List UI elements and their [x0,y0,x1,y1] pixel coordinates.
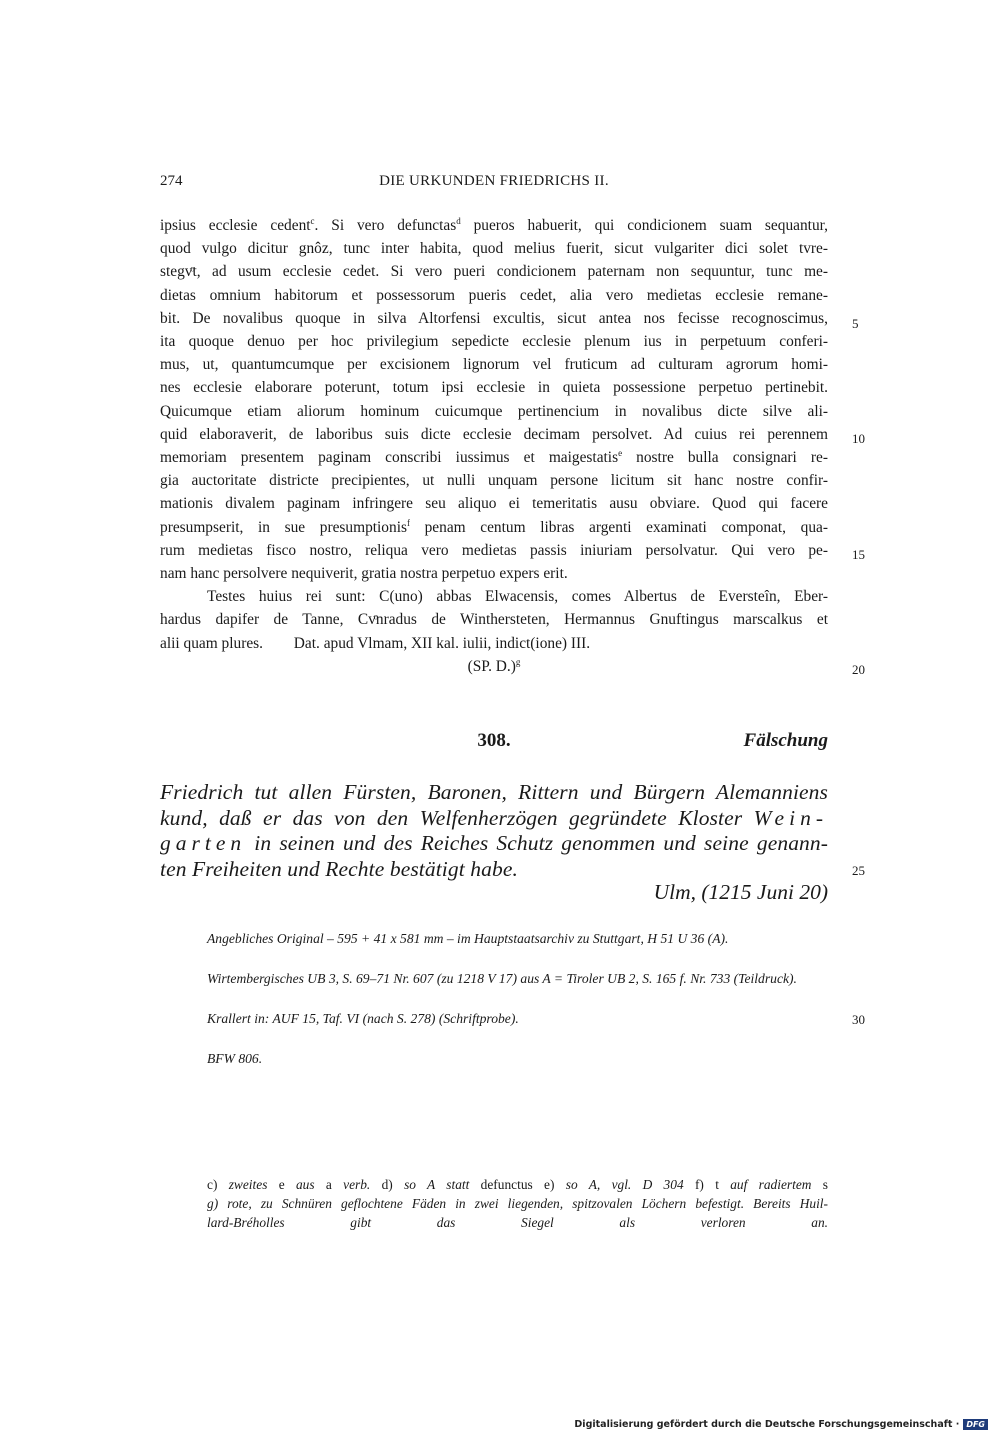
footnote-e: e) so A, vgl. D 304 [544,1177,684,1192]
regest-line: garten in seinen und des Reiches Schutz genommen und seine genann- [160,831,828,855]
charter-text [160,214,828,655]
footnote-line [207,1175,828,1194]
charter-line: gia auctoritate districte precipientes, ut nulli unquam persone licitum sit hanc nostre confir- [160,472,828,490]
charter-line: Quicumque etiam aliorum hominum cuicumque pertinencium in novalibus dicte silve ali- [160,402,828,420]
charter-line: dietas omnium habitorum et possessorum pueris cedet, alia vero medietas ecclesie remane- [160,286,828,304]
note-edition: Wirtembergisches UB 3, S. 69–71 Nr. 607 (zu 1218 V 17) aus A = Tiroler UB 2, S. 165 f. Nr. 733 (Teildruck). [207,971,797,986]
line-number: 20 [852,662,865,677]
document-number: 308. [477,730,511,751]
witness-line: hardus dapifer de Tanne, Cvͦnradus de Winthersteten, Hermannus Gnuftingus marscalkus et [160,611,828,629]
tradition-notes [207,930,828,1090]
note-facsimile: Krallert in: AUF 15, Taf. VI (nach S. 278) (Schriftprobe). [207,1011,519,1026]
charter-line: quid elaboraverit, de laboribus suis dicte ecclesie decimam persolvet. Ad cuius rei perennem [160,425,828,443]
charter-body [160,214,828,585]
footnotes [207,1175,828,1232]
charter-line: quod vulgo dicitur gnôz, tunc inter habita, quod melius fuerit, sicut vulgariter dici solet tvre- [160,240,828,258]
running-title: DIE URKUNDEN FRIEDRICHS II. [379,173,609,189]
charter-line: presumpserit, in sue presumptionis$^f$ penam centum libras argenti examinati componat, qua- [160,517,828,536]
charter-line: nam hanc persolvere nequiverit, gratia nostra perpetuo expers erit. [160,565,568,583]
footnote-line: lard-Bréholles gibt das Siegel als verloren an. [207,1215,828,1230]
footnote-d: d) so A statt defunctus [381,1177,533,1192]
regest [160,780,828,882]
charter-line: ita quoque denuo per hoc privilegium sepedicte ecclesie plenum ius in perpetuum conferi- [160,333,828,351]
footnote-c: c) zweites e aus a verb. [207,1177,371,1192]
witness-line: alii quam plures. Dat. apud Vlmam, XII kal. iulii, indict(ione) III. [160,634,591,652]
regest-line: ten Freiheiten und Rechte bestätigt habe. [160,856,518,881]
line-number: 5 [852,316,859,331]
footnote-marker: f [406,517,410,528]
charter-line: ipsius ecclesie cedent$^c$. Si vero defunctas$^d$ pueros habuerit, qui condicionem suam sequantur, [160,216,829,234]
footnote-line: g) rote, zu Schnüren geflochtene Fäden in zwei liegenden, spitzovalen Löchern befestigt. Bereits Huil- [207,1196,828,1211]
seal-note: (SP. D.)$^g$ [467,657,521,675]
charter-line: nes ecclesie elaborare poterunt, totum ipsi ecclesie in quieta possessione perpetuo pertinebit. [160,379,828,397]
footnote-marker: e [618,448,623,459]
footnote-marker: d [456,216,461,226]
footnote-f: f) t auf radiertem s [694,1177,828,1192]
witness-line: Testes huius rei sunt: C(uno) abbas Elwacensis, comes Albertus de Eversteîn, Eber- [207,588,828,606]
note-original: Angebliches Original – 595 + 41 x 581 mm – im Hauptstaatsarchiv zu Stuttgart, H 51 U 36 (A). [207,931,729,946]
charter-line: rum medietas fisco nostro, reliqua vero medietas passis iniuriam persolvatur. Qui vero pe- [160,541,828,559]
charter-line: mationis divalem paginam infringere seu aliquo ei temeritatis ausu obviare. Quod qui facere [160,495,828,513]
charter-line: memoriam presentem paginam conscribi iussimus et maigestatis$^e$ nostre bulla consignari re- [160,448,828,467]
footnote-marker: c [310,216,315,226]
charter-line: bit. De novalibus quoque in silva Altorfensi excultis, sicut antea nos fecisse recognoscimus, [160,309,828,327]
regest-line: kund, daß er das von den Welfenherzögen gegründete Kloster Wein- [160,805,828,830]
line-number: 15 [852,547,865,562]
charter-line: mus, ut, quantumcumque per excisionem lignorum vel fruticum ad culturam agrorum homi- [160,356,828,374]
witness-list [160,585,828,655]
line-number: 30 [852,1012,865,1027]
document-type: Fälschung [743,730,828,751]
charter-line: stegvͦt, ad usum ecclesie cedet. Si vero pueri condicionem paternam non sequuntur, tunc me- [160,263,828,281]
line-number: 10 [852,431,865,446]
regest-line: Friedrich tut allen Fürsten, Baronen, Rittern und Bürgern Alemanniens [160,780,828,804]
page-number: 274 [160,173,183,189]
dfg-logo: DFG [963,1419,988,1430]
place-date: Ulm, (1215 Juni 20) [653,880,828,904]
line-number: 25 [852,863,865,878]
running-header [160,173,828,195]
dfg-credit: Digitalisierung gefördert durch die Deutsche Forschungsgemeinschaft · DFG [574,1419,988,1430]
note-regest: BFW 806. [207,1051,263,1066]
